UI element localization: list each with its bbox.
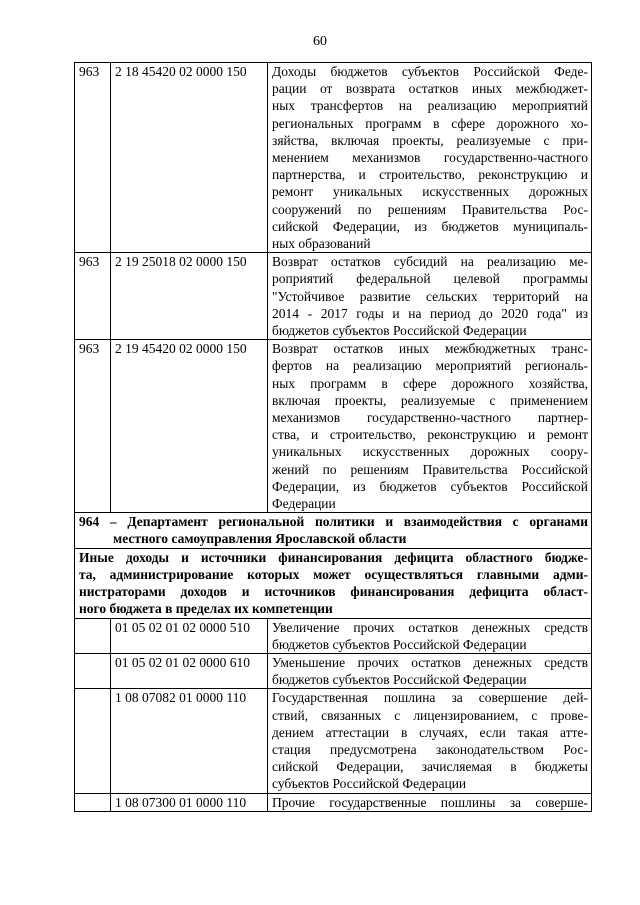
description-line: ствий, связанных с лицензированием, с прове- (272, 707, 588, 723)
description-line: Федерации, из бюджетов субъектов Российской (272, 478, 588, 494)
section-heading-line: местного самоуправления Ярославской области (113, 531, 407, 547)
description-cell (268, 253, 592, 340)
section-heading-line: та, администрирование которых может осуществляться главными адми- (79, 566, 588, 582)
admin-code-cell (75, 653, 111, 688)
description-line: ных программ в сфере дорожного хозяйства, (272, 375, 588, 391)
budget-code-cell: 01 05 02 01 02 0000 610 (111, 653, 268, 688)
description-line: ства, и строительство, реконструкцию и ремонт (272, 427, 588, 443)
description-line: сийской Федерации, зачисляемая в бюджеты (272, 759, 588, 775)
description-line: субъектов Российской Федерации (272, 776, 467, 792)
description-line: региональных программ в сфере дорожного хо- (272, 115, 588, 131)
description-line: бюджетов субъектов Российской Федерации (272, 636, 527, 652)
description-line: менением механизмов государственно-частного (272, 150, 588, 166)
description-line: сийской Федерации, из бюджетов муниципаль- (272, 218, 588, 234)
admin-code-cell (75, 689, 111, 793)
description-cell (268, 618, 592, 653)
section-header-other (75, 548, 592, 618)
description-line: дением аттестации в случаях, если такая атте- (272, 724, 588, 740)
description-line: партнерства, и строительство, реконструкцию и (272, 167, 588, 183)
description-line: механизмов государственно-частного партнер- (272, 410, 588, 426)
budget-code-cell: 2 18 45420 02 0000 150 (111, 63, 268, 253)
admin-code-cell (75, 618, 111, 653)
description-line: уникальных искусственных дорожных соору- (272, 444, 588, 460)
section-heading-line: ного бюджета в пределах их компетенции (79, 601, 333, 617)
description-line: бюджетов субъектов Российской Федерации (272, 323, 527, 339)
table-row (75, 253, 592, 340)
revenue-codes-table (74, 62, 592, 812)
table-row (75, 793, 592, 811)
section-heading (75, 513, 592, 548)
description-cell (268, 793, 592, 811)
section-heading-line: 964 – Департамент региональной политики и взаимодействия с органами (79, 514, 588, 530)
description-line: Возврат остатков иных межбюджетных транс- (272, 341, 588, 357)
description-line: Доходы бюджетов субъектов Российской Феде- (272, 64, 588, 79)
description-line: фертов на реализацию мероприятий региональ- (272, 358, 588, 374)
description-line: Уменьшение прочих остатков денежных средств (272, 654, 588, 670)
budget-code-cell: 1 08 07082 01 0000 110 (111, 689, 268, 793)
description-line: "Устойчивое развитие сельских территорий на (272, 288, 588, 304)
budget-code-cell: 2 19 45420 02 0000 150 (111, 340, 268, 513)
description-line: ремонт уникальных искусственных дорожных (272, 184, 588, 200)
description-line: рации от возврата остатков иных межбюджет- (272, 81, 588, 97)
description-line: бюджетов субъектов Российской Федерации (272, 672, 527, 688)
section-header-964 (75, 513, 592, 548)
description-line: Увеличение прочих остатков денежных средств (272, 619, 588, 635)
page-number: 60 (313, 34, 327, 49)
description-line: жений по решениям Правительства Российской (272, 461, 588, 477)
budget-code-cell: 2 19 25018 02 0000 150 (111, 253, 268, 340)
table-row (75, 618, 592, 653)
description-line: включая проекты, реализуемые с применением (272, 392, 588, 408)
table-row (75, 689, 592, 793)
description-cell (268, 340, 592, 513)
description-line: Государственная пошлина за совершение дей- (272, 690, 588, 706)
section-heading-line: нистраторами доходов и источников финансирования дефицита област- (79, 584, 588, 600)
admin-code-cell (75, 793, 111, 811)
section-heading-line: Иные доходы и источники финансирования дефицита областного бюдже- (79, 549, 588, 565)
admin-code-cell: 963 (75, 253, 111, 340)
section-heading (75, 548, 592, 618)
description-cell (268, 653, 592, 688)
admin-code-cell: 963 (75, 340, 111, 513)
budget-code-cell: 1 08 07300 01 0000 110 (111, 793, 268, 811)
table-row (75, 340, 592, 513)
description-line: Возврат остатков субсидий на реализацию ме- (272, 254, 588, 270)
description-line: Прочие государственные пошлины за соверше- (272, 794, 588, 810)
budget-code-cell: 01 05 02 01 02 0000 510 (111, 618, 268, 653)
description-line: стация предусмотрена законодательством Рос- (272, 741, 588, 757)
table-row (75, 63, 592, 253)
admin-code-cell: 963 (75, 63, 111, 253)
table-row (75, 653, 592, 688)
description-cell (268, 689, 592, 793)
description-line: 2014 - 2017 годы и на период до 2020 года" из (272, 305, 588, 321)
description-line: зяйства, включая проекты, реализуемые с при- (272, 132, 588, 148)
description-line: ных образований (272, 236, 371, 252)
description-line: роприятий федеральной целевой программы (272, 271, 588, 287)
description-cell (268, 63, 592, 253)
description-line: ных трансфертов на реализацию мероприятий (272, 98, 588, 114)
description-line: Федерации (272, 496, 336, 512)
description-line: сооружений по решениям Правительства Рос- (272, 201, 588, 217)
